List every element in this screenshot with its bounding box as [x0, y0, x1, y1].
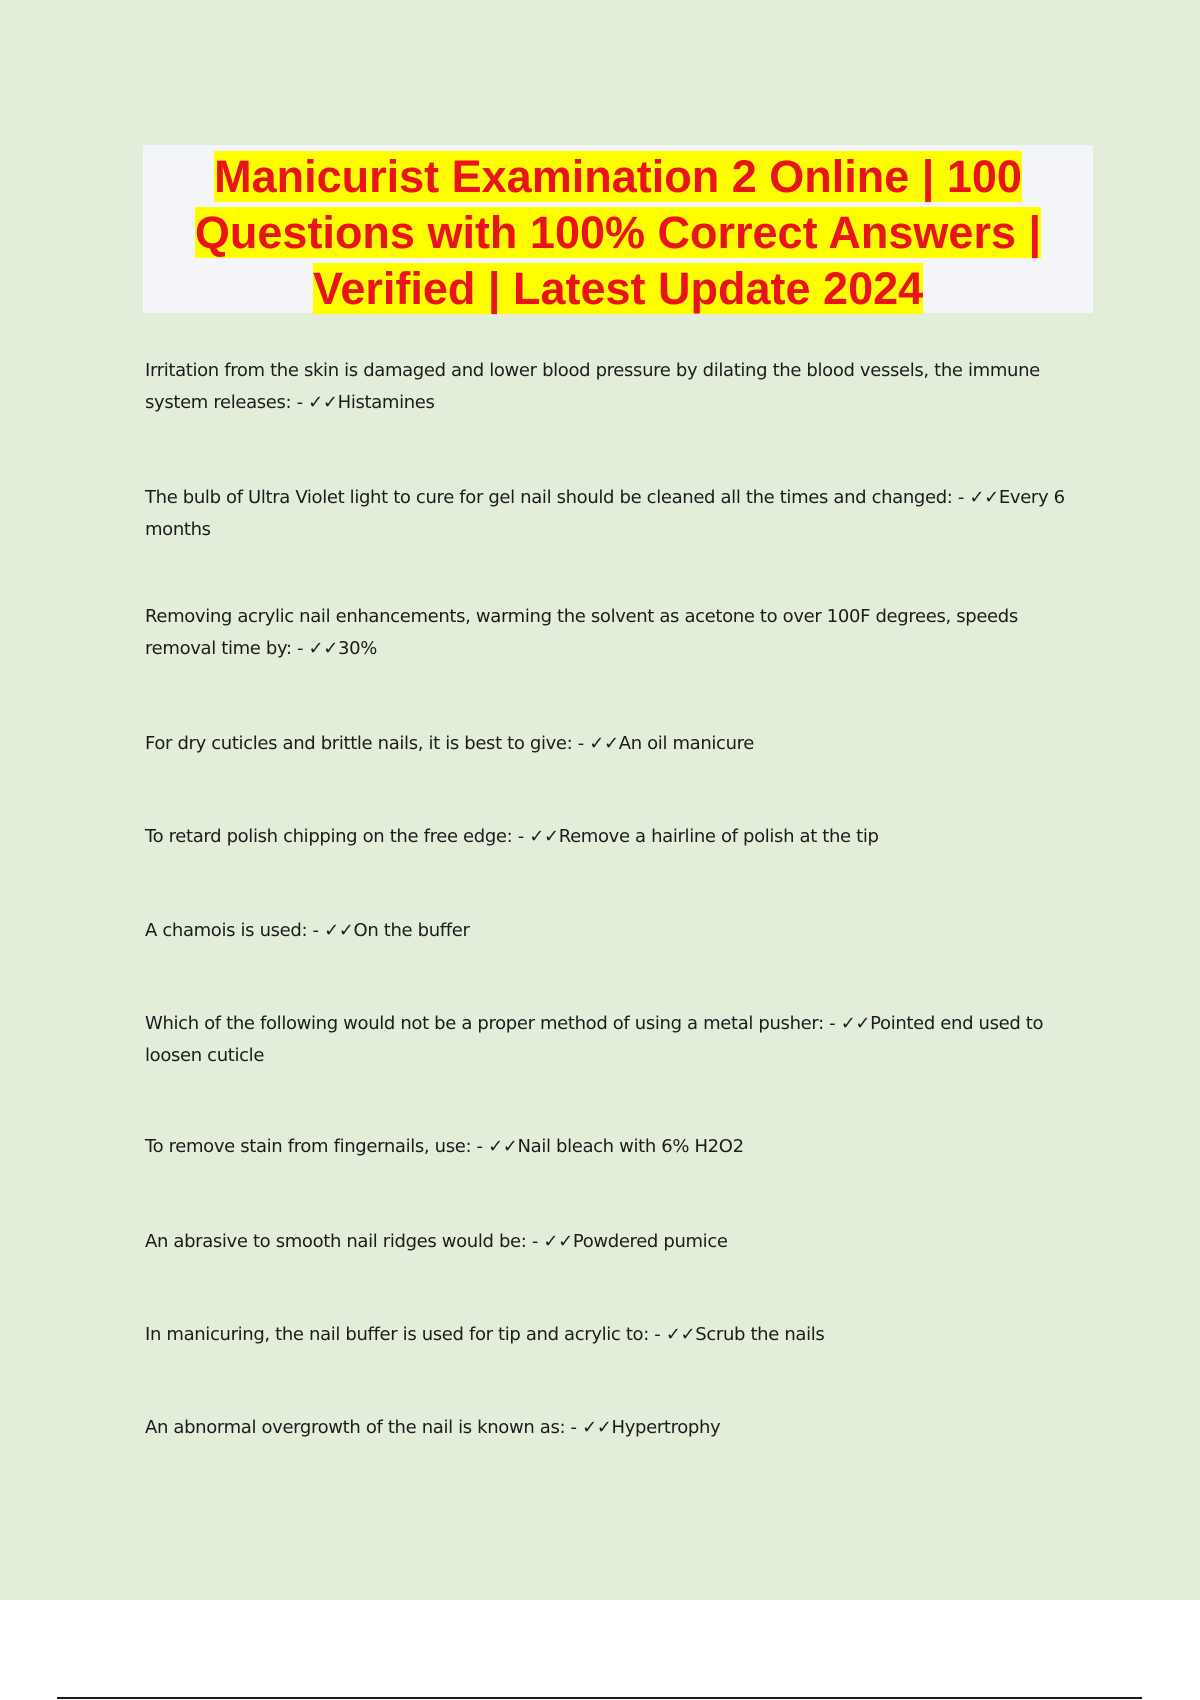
separator: -: [512, 826, 530, 847]
answer-text: 30%: [338, 638, 377, 659]
qa-item: [145, 1131, 1090, 1163]
check-mark-icon: ✓✓: [488, 1136, 518, 1157]
separator: -: [952, 487, 970, 508]
qa-item: [145, 482, 1090, 546]
answer-text: Every 6 months: [145, 487, 1065, 540]
check-mark-icon: ✓✓: [324, 920, 354, 941]
question-text: An abrasive to smooth nail ridges would be:: [145, 1231, 527, 1252]
answer-text: Scrub the nails: [695, 1324, 825, 1345]
qa-item: [145, 355, 1090, 419]
answer-text: An oil manicure: [618, 733, 755, 754]
title-box: [143, 145, 1093, 313]
qa-item: [145, 728, 1090, 760]
check-mark-icon: ✓✓: [308, 392, 338, 413]
qa-item: [145, 1319, 1090, 1351]
answer-text: Histamines: [337, 392, 435, 413]
separator: -: [823, 1013, 841, 1034]
separator: -: [291, 392, 309, 413]
question-text: The bulb of Ultra Violet light to cure for gel nail should be cleaned all the times and changed:: [145, 487, 953, 508]
qa-item: [145, 915, 1090, 947]
question-text: Which of the following would not be a proper method of using a metal pusher:: [145, 1013, 824, 1034]
check-mark-icon: ✓✓: [969, 487, 999, 508]
separator: -: [526, 1231, 544, 1252]
question-text: To remove stain from fingernails, use:: [145, 1136, 472, 1157]
answer-text: Hypertrophy: [611, 1417, 721, 1438]
qa-item: [145, 601, 1090, 665]
question-text: To retard polish chipping on the free edge:: [145, 826, 513, 847]
document-title-text: Manicurist Examination 2 Online | 100 Questions with 100% Correct Answers | Verified | Latest Update 2024: [194, 151, 1042, 314]
page-footer-divider: [57, 1697, 1142, 1699]
qa-item: [145, 1226, 1090, 1258]
question-text: For dry cuticles and brittle nails, it is best to give:: [145, 733, 573, 754]
question-text: An abnormal overgrowth of the nail is known as:: [145, 1417, 566, 1438]
separator: -: [471, 1136, 489, 1157]
separator: -: [291, 638, 309, 659]
question-text: In manicuring, the nail buffer is used for tip and acrylic to:: [145, 1324, 649, 1345]
check-mark-icon: ✓✓: [840, 1013, 871, 1034]
separator: -: [648, 1324, 666, 1345]
separator: -: [565, 1417, 583, 1438]
qa-item: [145, 821, 1090, 853]
document-title: [143, 145, 1093, 317]
check-mark-icon: ✓✓: [543, 1231, 573, 1252]
separator: -: [572, 733, 590, 754]
question-text: Removing acrylic nail enhancements, warming the solvent as acetone to over 100F degrees, speeds removal time by:: [145, 606, 1018, 659]
check-mark-icon: ✓✓: [589, 733, 619, 754]
question-text: A chamois is used:: [145, 920, 308, 941]
answer-text: Remove a hairline of polish at the tip: [558, 826, 879, 847]
check-mark-icon: ✓✓: [665, 1324, 696, 1345]
check-mark-icon: ✓✓: [529, 826, 559, 847]
answer-text: Pointed end used to loosen cuticle: [145, 1013, 1044, 1066]
check-mark-icon: ✓✓: [308, 638, 339, 659]
qa-item: [145, 1008, 1090, 1072]
question-text: Irritation from the skin is damaged and lower blood pressure by dilating the blood vessels, the immune system releases:: [145, 360, 1040, 413]
separator: -: [307, 920, 325, 941]
answer-text: Nail bleach with 6% H2O2: [517, 1136, 744, 1157]
qa-item: [145, 1412, 1090, 1444]
answer-text: Powdered pumice: [572, 1231, 728, 1252]
answer-text: On the buffer: [353, 920, 470, 941]
check-mark-icon: ✓✓: [582, 1417, 612, 1438]
